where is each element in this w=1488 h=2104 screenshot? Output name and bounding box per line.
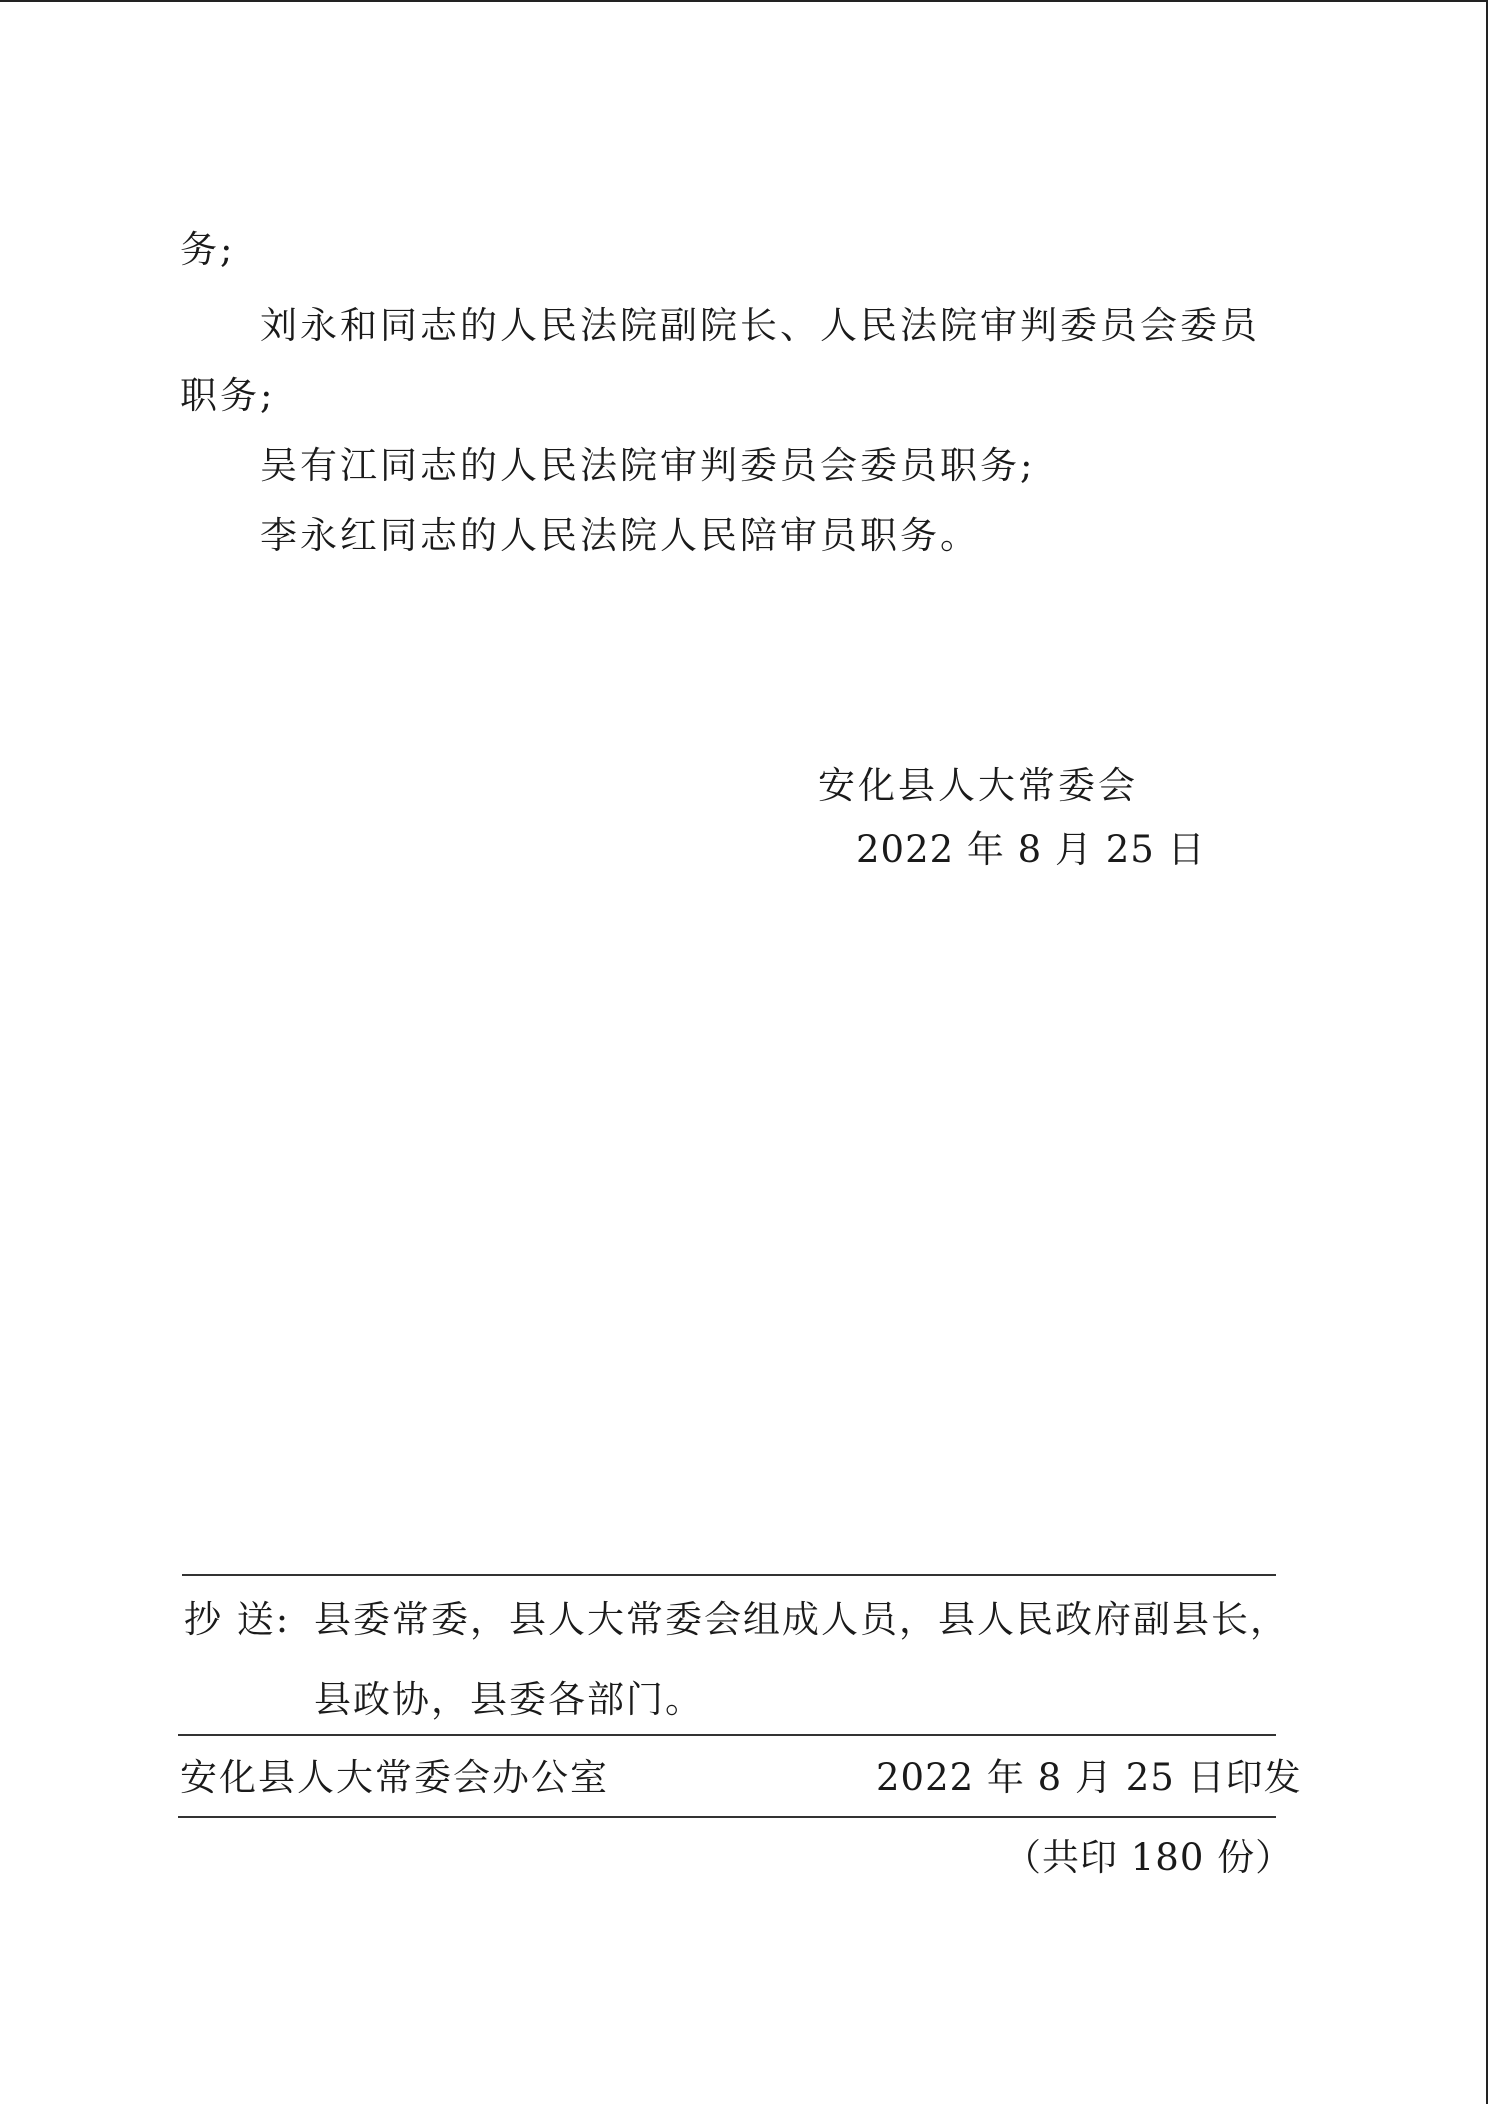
cc-line-2: 县政协，县委各部门。 — [314, 1678, 704, 1721]
cc-top-rule — [182, 1574, 1276, 1576]
body-line-2: 刘永和同志的人民法院副院长、人民法院审判委员会委员 — [260, 304, 1260, 347]
page-top-border — [0, 0, 1488, 2]
copies-count: （共印 180 份） — [1004, 1836, 1294, 1879]
issuer-bottom-rule — [178, 1816, 1276, 1818]
body-line-5: 李永红同志的人民法院人民陪审员职务。 — [260, 514, 980, 557]
issuer-office: 安化县人大常委会办公室 — [180, 1756, 609, 1799]
cc-label: 抄 送: — [184, 1598, 291, 1641]
body-line-3: 职务; — [180, 374, 276, 417]
signature-date: 2022 年 8 月 25 日 — [856, 828, 1206, 871]
body-line-1: 务; — [180, 228, 236, 271]
cc-line-1: 县委常委，县人大常委会组成人员，县人民政府副县长， — [314, 1598, 1289, 1641]
issuer-top-rule — [178, 1734, 1276, 1736]
signature-org: 安化县人大常委会 — [818, 764, 1138, 807]
body-line-4: 吴有江同志的人民法院审判委员会委员职务; — [260, 444, 1036, 487]
issuer-date: 2022 年 8 月 25 日印发 — [876, 1756, 1302, 1799]
